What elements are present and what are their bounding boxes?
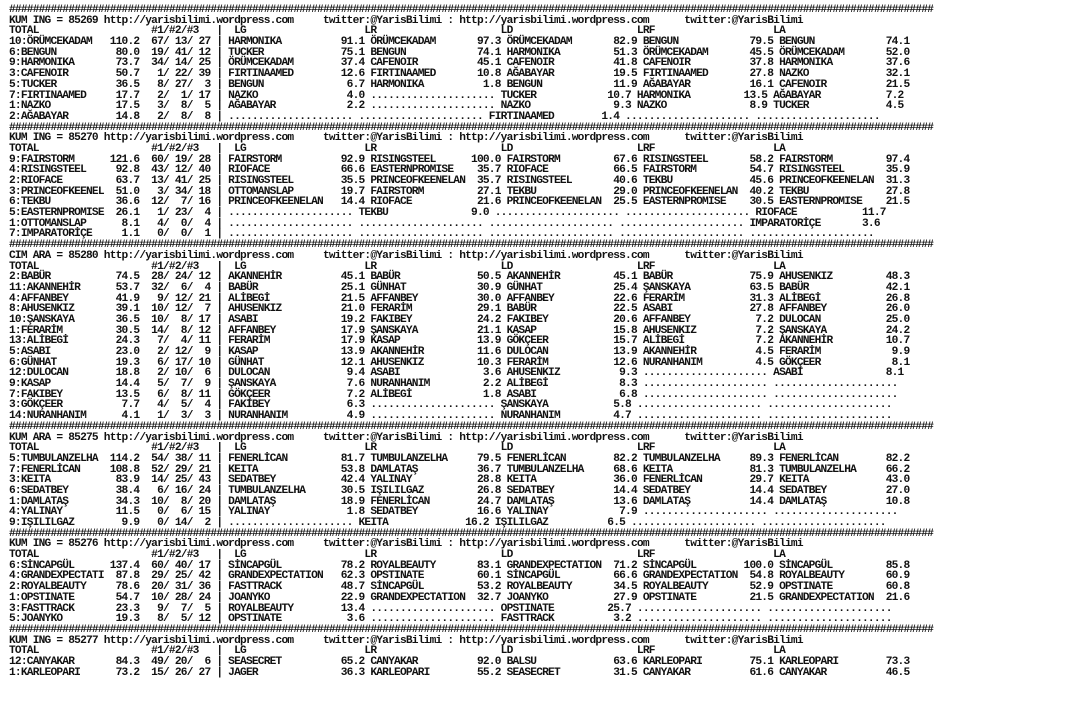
result-row: 3:FASTTRACK 23.3 9/ 7/ 5 | ROYALBEAUTY 13.4 ..................... OPSTINATE 25.7 ..................... .....................: [9, 602, 892, 615]
result-row: 13:ALİBEGİ 24.3 7/ 4/ 11 | FERARİM 17.9 KASAP 13.9 GÖKÇEER 15.7 ALİBEGİ 7.2 AKANNEHİR 10.7: [9, 335, 910, 348]
result-row: 6:SEDATBEY 38.4 6/ 16/ 24 | TUMBULANZELHA 30.5 IŞILILGAZ 26.8 SEDATBEY 14.4 SEDATBEY 14.4 SEDATBEY 27.0: [9, 484, 910, 497]
result-row: 7:FENERLİCAN 108.8 52/ 29/ 21 | KEITA 53.8 DAMLATAŞ 36.7 TUMBULANZELHA 68.6 KEITA 81.3 TUMBULANZELHA 66.2: [9, 463, 910, 476]
separator-line: ############################################################################################################################################################: [9, 121, 934, 134]
result-row: 5:JOANYKO 19.3 8/ 5/ 12 | OPSTINATE 3.6 ..................... FASTTRACK 3.2 ..................... .....................: [9, 613, 892, 626]
result-row: 4:GRANDEXPECTATI 87.8 29/ 25/ 42 | GRANDEXPECTATION 62.3 OPSTINATE 60.1 SİNCAPGÜL 66.6 GRANDEXPECTATION 54.8 ROYALBEAUTY 60.9: [9, 570, 910, 583]
column-header-line: TOTAL #1/#2/#3 | LG LR LD LRF LA: [9, 142, 785, 155]
result-row: 5:EASTERNPROMISE 26.1 1/ 23/ 4 | ..................... TEKBU 9.0 ..................... ..................... RIOFACE 11.7: [9, 207, 886, 220]
result-row: 12:CANYAKAR 84.3 49/ 20/ 6 | SEASECRET 65.2 CANYAKAR 92.0 BALSU 63.6 KARLEOPARI 75.1 KARLEOPARI 73.3: [9, 655, 910, 668]
column-header-line: TOTAL #1/#2/#3 | LG LR LD LRF LA: [9, 645, 785, 658]
result-row: 1:KARLEOPARI 73.2 15/ 26/ 27 | JAGER 36.3 KARLEOPARI 55.2 SEASECRET 31.5 CANYAKAR 61.6 CANYAKAR 46.5: [9, 666, 910, 679]
result-row: 8:AHUSENKIZ 39.1 10/ 12/ 7 | AHUSENKIZ 21.0 FERARİM 29.1 BABÜR 22.5 ASABI 27.8 AFFANBEY 26.0: [9, 303, 910, 316]
result-row: 1:DAMLATAŞ 34.3 10/ 8/ 20 | DAMLATAŞ 18.9 FENERLİCAN 24.7 DAMLATAŞ 13.6 DAMLATAŞ 14.4 DAMLATAŞ 10.8: [9, 495, 910, 508]
result-row: 6:GÜNHAT 19.3 6/ 17/ 10 | GÜNHAT 12.1 AHUSENKIZ 10.3 FERARİM 12.6 NURANHANIM 4.5 GÖKÇEER 8.1: [9, 356, 910, 369]
result-row: 11:AKANNEHİR 53.7 32/ 6/ 4 | BABÜR 25.1 GÜNHAT 30.9 GÜNHAT 25.4 ŞANSKAYA 63.5 BABÜR 42.1: [9, 281, 910, 294]
result-row: 3:KEITA 83.9 14/ 25/ 43 | SEDATBEY 42.4 YALINAY 28.8 KEITA 36.0 FENERLİCAN 29.7 KEITA 43.0: [9, 474, 910, 487]
result-row: 2:ROYALBEAUTY 78.6 20/ 31/ 36 | FASTTRACK 48.7 SİNCAPGÜL 53.2 ROYALBEAUTY 34.5 ROYALBEAUTY 52.9 OPSTINATE 60.8: [9, 581, 910, 594]
result-row: 1:OPSTINATE 54.7 10/ 28/ 24 | JOANYKO 22.9 GRANDEXPECTATION 32.7 JOANYKO 27.9 OPSTINATE 21.5 GRANDEXPECTATION 21.6: [9, 591, 910, 604]
result-row: 3:CAFENOIR 50.7 1/ 22/ 39 | FIRTINAAMED 12.6 FIRTINAAMED 10.8 AĞABAYAR 19.5 FIRTINAAMED 27.8 NAZKO 32.1: [9, 68, 910, 81]
result-row: 9:HARMONIKA 73.7 34/ 14/ 25 | ÖRÜMCEKADAM 37.4 CAFENOIR 45.1 CAFENOIR 41.8 CAFENOIR 37.8 HARMONIKA 37.6: [9, 57, 910, 70]
separator-line: ############################################################################################################################################################: [9, 4, 934, 16]
result-row: 12:DULOCAN 18.8 2/ 10/ 6 | DULOCAN 9.4 ASABI 3.6 AHUSENKIZ 9.3 ..................... ASABI 8.1: [9, 367, 904, 380]
result-row: 2:RIOFACE 63.7 13/ 41/ 25 | RISINGSTEEL 35.5 PRINCEOFKEENELAN 35.7 RISINGSTEEL 40.6 TEKBU 45.6 PRINCEOFKEENELAN 31.3: [9, 175, 910, 187]
result-row: 9:IŞILILGAZ 9.9 0/ 14/ 2 | ..................... KEITA 16.2 IŞILILGAZ 6.5 ..................... .....................: [9, 517, 886, 529]
result-row: 10:ÖRÜMCEKADAM 110.2 67/ 13/ 27 | HARMONIKA 91.1 ÖRÜMCEKADAM 97.3 ÖRÜMCEKADAM 82.9 BENGUN 79.5 BENGUN 74.1: [9, 36, 910, 49]
race-header-line: KUM ARA = 85275 http://yarisbilimi.wordpress.com twitter:@YarisBilimi : http://yarisbilimi.wordpress.com twitter:@YarisBilimi: [9, 431, 803, 444]
column-header-line: TOTAL #1/#2/#3 | LG LR LD LRF LA: [9, 260, 785, 273]
race-header-line: KUM ING = 85276 http://yarisbilimi.wordpress.com twitter:@YarisBilimi : http://yarisbilimi.wordpress.com twitter:@YarisBilimi: [9, 538, 803, 551]
result-row: 3:GÖKÇEER 7.7 4/ 5/ 4 | FAKIBEY 6.3 ..................... ŞANSKAYA 5.8 ..................... .....................: [9, 399, 892, 412]
column-header-line: TOTAL #1/#2/#3 | LG LR LD LRF LA: [9, 549, 785, 562]
result-row: 7:IMPARATORİÇE 1.1 0/ 0/ 1 | ..................... ..................... ..................... ..................... .....................: [9, 228, 874, 241]
separator-line: ############################################################################################################################################################: [9, 420, 934, 433]
result-row: 7:FAKIBEY 13.5 6/ 8/ 11 | GÖKÇEER 7.2 ALİBEGİ 1.8 ASABI 6.8 ..................... .....................: [9, 388, 898, 401]
separator-line: ############################################################################################################################################################: [9, 527, 934, 540]
race-header-line: KUM ING = 85269 http://yarisbilimi.wordpress.com twitter:@YarisBilimi : http://yarisbilimi.wordpress.com twitter:@YarisBilimi: [9, 14, 803, 27]
result-row: 1:NAZKO 17.5 3/ 8/ 5 | AĞABAYAR 2.2 ..................... NAZKO 9.3 NAZKO 8.9 TUCKER 4.5: [9, 100, 904, 113]
race-header-line: CIM ARA = 85280 http://yarisbilimi.wordpress.com twitter:@YarisBilimi : http://yarisbilimi.wordpress.com twitter:@YarisBilimi: [9, 249, 803, 262]
result-row: 5:TUMBULANZELHA 114.2 54/ 38/ 11 | FENERLİCAN 81.7 TUMBULANZELHA 79.5 FENERLİCAN 82.2 TUMBULANZELHA 89.3 FENERLİCAN 82.2: [9, 452, 910, 465]
result-row: 1:OTTOMANSLAP 8.1 4/ 0/ 4 | ..................... ..................... ..................... ..................... IMPARATORİÇE 3.6: [9, 217, 880, 230]
result-row: 4:YALINAY 11.5 0/ 6/ 15 | YALINAY 1.8 SEDATBEY 16.6 YALINAY 7.9 ..................... .....................: [9, 506, 898, 519]
race-header-line: KUM ING = 85277 http://yarisbilimi.wordpress.com twitter:@YarisBilimi : http://yarisbilimi.wordpress.com twitter:@YarisBilimi: [9, 634, 803, 647]
race-header-line: KUM ING = 85270 http://yarisbilimi.wordpress.com twitter:@YarisBilimi : http://yarisbilimi.wordpress.com twitter:@YarisBilimi: [9, 132, 803, 145]
result-row: 9:FAIRSTORM 121.6 60/ 19/ 28 | FAIRSTORM 92.9 RISINGSTEEL 100.0 FAIRSTORM 67.6 RISINGSTEEL 58.2 FAIRSTORM 97.4: [9, 153, 910, 166]
result-row: 6:TEKBU 36.6 12/ 7/ 16 | PRINCEOFKEENELAN 14.4 RIOFACE 21.6 PRINCEOFKEENELAN 25.5 EASTERNPROMISE 30.5 EASTERNPROMISE 21.5: [9, 196, 910, 209]
result-row: 5:TUCKER 36.5 8/ 27/ 3 | BENGUN 6.7 HARMONIKA 1.8 BENGUN 11.9 AĞABAYAR 16.1 CAFENOIR 21.5: [9, 78, 910, 91]
result-row: 6:BENGUN 80.0 19/ 41/ 12 | TUCKER 75.1 BENGUN 74.1 HARMONIKA 51.3 ÖRÜMCEKADAM 45.5 ÖRÜMCEKADAM 52.0: [9, 46, 910, 59]
result-row: 6:SİNCAPGÜL 137.4 60/ 40/ 17 | SİNCAPGÜL 78.2 ROYALBEAUTY 83.1 GRANDEXPECTATION 71.2 SİNCAPGÜL 100.0 SİNCAPGÜL 85.8: [9, 559, 910, 572]
separator-line: ############################################################################################################################################################: [9, 623, 934, 636]
result-row: 1:FERARİM 30.5 14/ 8/ 12 | AFFANBEY 17.9 ŞANSKAYA 21.1 KASAP 15.8 AHUSENKIZ 7.2 ŞANSKAYA 24.2: [9, 324, 910, 337]
column-header-line: TOTAL #1/#2/#3 | LG LR LD LRF LA: [9, 442, 785, 455]
result-row: 7:FIRTINAAMED 17.7 2/ 1/ 17 | NAZKO 4.0 ..................... TUCKER 10.7 HARMONIKA 13.5 AĞABAYAR 7.2: [9, 89, 904, 102]
result-row: 4:AFFANBEY 41.9 9/ 12/ 21 | ALİBEGİ 21.5 AFFANBEY 30.0 AFFANBEY 22.6 FERARİM 31.3 ALİBEGİ 26.8: [9, 292, 910, 305]
result-row: 2:AĞABAYAR 14.8 2/ 8/ 8 | ..................... ..................... FIRTINAAMED 1.4 ..................... .....................: [9, 110, 880, 123]
result-row: 9:KASAP 14.4 5/ 7/ 9 | ŞANSKAYA 7.6 NURANHANIM 2.2 ALİBEGİ 8.3 ..................... .....................: [9, 378, 898, 391]
result-row: 2:BABÜR 74.5 28/ 24/ 12 | AKANNEHİR 45.1 BABÜR 50.5 AKANNEHİR 45.1 BABÜR 75.9 AHUSENKIZ 48.3: [9, 271, 910, 284]
column-header-line: TOTAL #1/#2/#3 | LG LR LD LRF LA: [9, 25, 785, 38]
result-row: 5:ASABI 23.0 2/ 12/ 9 | KASAP 13.9 AKANNEHİR 11.6 DULOCAN 13.9 AKANNEHİR 4.5 FERARİM 9.9: [9, 346, 910, 358]
race-statistics-report: [9, 5, 933, 678]
result-row: 3:PRINCEOFKEENEL 51.0 3/ 34/ 18 | OTTOMANSLAP 19.7 FAIRSTORM 27.1 TEKBU 29.0 PRINCEOFKEENELAN 40.2 TEKBU 27.8: [9, 185, 910, 198]
separator-line: ############################################################################################################################################################: [9, 239, 934, 252]
result-row: 4:RISINGSTEEL 92.8 43/ 12/ 40 | RIOFACE 66.6 EASTERNPROMISE 35.7 RIOFACE 66.5 FAIRSTORM 54.7 RISINGSTEEL 35.9: [9, 164, 910, 177]
result-row: 10:ŞANSKAYA 36.5 10/ 8/ 17 | ASABI 19.2 FAKIBEY 24.2 FAKIBEY 20.6 AFFANBEY 7.2 DULOCAN 25.0: [9, 313, 910, 326]
result-row: 14:NURANHANIM 4.1 1/ 3/ 3 | NURANHANIM 4.9 ..................... NURANHANIM 4.7 ..................... .....................: [9, 410, 892, 423]
